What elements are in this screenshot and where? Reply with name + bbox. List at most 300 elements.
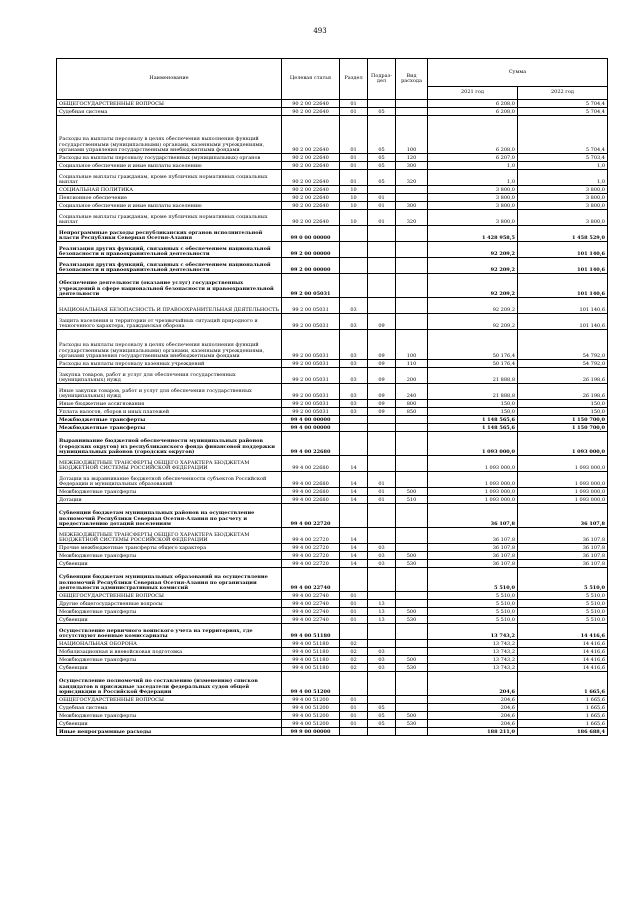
cell-sub: 05 — [368, 720, 396, 728]
cell-sec: 01 — [340, 704, 368, 712]
cell-sub: 01 — [368, 496, 396, 504]
cell-v1: 36 107,8 — [428, 544, 518, 552]
cell-v2: 5 704,4 — [518, 108, 608, 116]
cell-v1: 92 209,2 — [428, 274, 518, 298]
cell-sub: 03 — [368, 656, 396, 664]
cell-code: 99 4 00 22680 — [282, 488, 340, 496]
header-subsection: Подраз- дел — [368, 59, 396, 100]
cell-code: 99 4 00 51180 — [282, 624, 340, 640]
cell-v1: 204,6 — [428, 720, 518, 728]
cell-type — [396, 672, 428, 696]
table-row — [57, 368, 608, 384]
cell-code: 99 4 00 22680 — [282, 432, 340, 456]
cell-v1: 5 510,0 — [428, 608, 518, 616]
cell-v2: 1 150 700,0 — [518, 424, 608, 432]
cell-type — [396, 728, 428, 736]
table-row — [57, 728, 608, 736]
cell-v2: 14 416,6 — [518, 664, 608, 672]
cell-v1: 21 888,8 — [428, 368, 518, 384]
cell-sub: 09 — [368, 384, 396, 400]
cell-v1: 188 211,0 — [428, 728, 518, 736]
budget-table — [56, 58, 608, 736]
cell-sec: 02 — [340, 656, 368, 664]
cell-v1: 5 510,0 — [428, 600, 518, 608]
cell-type — [396, 298, 428, 314]
cell-v2: 36 107,8 — [518, 560, 608, 568]
cell-code: 99 4 00 22740 — [282, 592, 340, 600]
cell-v2: 101 140,6 — [518, 298, 608, 314]
cell-v2: 54 792,0 — [518, 330, 608, 360]
cell-sec: 03 — [340, 360, 368, 368]
cell-v2: 14 416,6 — [518, 648, 608, 656]
cell-code: 99 2 00 05031 — [282, 274, 340, 298]
cell-sub: 05 — [368, 162, 396, 170]
cell-name: Межбюджетные трансферты — [57, 488, 282, 496]
cell-type: 120 — [396, 154, 428, 162]
header-name: Наименование — [57, 59, 282, 100]
cell-sec: 10 — [340, 210, 368, 226]
cell-sec: 14 — [340, 552, 368, 560]
table-row — [57, 528, 608, 544]
table-row — [57, 616, 608, 624]
cell-v1: 150,0 — [428, 408, 518, 416]
cell-sec: 01 — [340, 616, 368, 624]
table-row — [57, 298, 608, 314]
cell-code: 99 2 00 05031 — [282, 368, 340, 384]
cell-type — [396, 186, 428, 194]
cell-v2: 3 800,0 — [518, 186, 608, 194]
cell-v1: 204,6 — [428, 696, 518, 704]
cell-sub: 09 — [368, 400, 396, 408]
cell-code: 99 4 00 22720 — [282, 560, 340, 568]
cell-sub: 05 — [368, 154, 396, 162]
cell-code: 99 4 00 51200 — [282, 704, 340, 712]
cell-v1: 50 176,4 — [428, 330, 518, 360]
cell-sec: 10 — [340, 202, 368, 210]
cell-name: Социальные выплаты гражданам, кроме публичных нормативных социальных выплат — [57, 170, 282, 186]
cell-type: 110 — [396, 360, 428, 368]
cell-sub — [368, 242, 396, 258]
cell-type: 500 — [396, 656, 428, 664]
cell-sub — [368, 624, 396, 640]
cell-sub — [368, 416, 396, 424]
cell-v1: 5 510,0 — [428, 568, 518, 592]
table-row — [57, 704, 608, 712]
cell-v1: 13 743,2 — [428, 624, 518, 640]
cell-name: Защита населения и территории от чрезвычайных ситуаций природного и техногенного характера, гражданская оборона — [57, 314, 282, 330]
cell-sub: 03 — [368, 664, 396, 672]
cell-sub: 01 — [368, 210, 396, 226]
cell-type — [396, 568, 428, 592]
cell-v1: 1,0 — [428, 162, 518, 170]
table-body — [57, 100, 608, 736]
cell-v2: 1 093 000,0 — [518, 496, 608, 504]
cell-code: 99 4 00 22740 — [282, 616, 340, 624]
cell-v2: 101 140,6 — [518, 274, 608, 298]
cell-sub: 01 — [368, 488, 396, 496]
cell-type — [396, 600, 428, 608]
cell-code: 99 4 00 00000 — [282, 424, 340, 432]
table-row — [57, 472, 608, 488]
cell-v1: 6 207,0 — [428, 154, 518, 162]
cell-code: 99 4 00 22680 — [282, 456, 340, 472]
cell-v2: 3 800,0 — [518, 194, 608, 202]
cell-code: 99 4 00 00000 — [282, 416, 340, 424]
cell-sec — [340, 258, 368, 274]
cell-type — [396, 456, 428, 472]
cell-v1: 1,0 — [428, 170, 518, 186]
table-row — [57, 640, 608, 648]
cell-code: 99 4 00 51200 — [282, 696, 340, 704]
cell-sec — [340, 274, 368, 298]
cell-v1: 6 208,0 — [428, 100, 518, 108]
cell-name: Судебная система — [57, 108, 282, 116]
cell-sub — [368, 528, 396, 544]
cell-v1: 3 800,0 — [428, 194, 518, 202]
table-row — [57, 720, 608, 728]
cell-type: 800 — [396, 400, 428, 408]
cell-sec — [340, 242, 368, 258]
cell-name: Субвенции — [57, 560, 282, 568]
cell-v2: 1 665,6 — [518, 712, 608, 720]
cell-sec: 10 — [340, 186, 368, 194]
header-type: Вид расхода — [396, 59, 428, 100]
cell-v2: 5 704,4 — [518, 100, 608, 108]
cell-v1: 3 800,0 — [428, 210, 518, 226]
cell-name: Социальные выплаты гражданам, кроме публичных нормативных социальных выплат — [57, 210, 282, 226]
cell-sub: 09 — [368, 408, 396, 416]
cell-name: Закупка товаров, работ и услуг для обеспечения государственных (муниципальных) нужд — [57, 368, 282, 384]
cell-type — [396, 544, 428, 552]
cell-v2: 3 800,0 — [518, 202, 608, 210]
cell-code: 99 4 00 51180 — [282, 648, 340, 656]
cell-sec: 01 — [340, 100, 368, 108]
cell-sec — [340, 226, 368, 242]
cell-name: Дотации — [57, 496, 282, 504]
cell-sec: 02 — [340, 664, 368, 672]
cell-v2: 14 416,6 — [518, 656, 608, 664]
cell-sub: 05 — [368, 116, 396, 154]
cell-sub: 05 — [368, 108, 396, 116]
cell-sec — [340, 624, 368, 640]
cell-v2: 101 140,6 — [518, 242, 608, 258]
cell-sub: 03 — [368, 552, 396, 560]
cell-sub — [368, 226, 396, 242]
cell-name: Расходы на выплаты персоналу государственных (муниципальных) органов — [57, 154, 282, 162]
cell-sec — [340, 504, 368, 528]
cell-code: 90 2 00 22640 — [282, 210, 340, 226]
table-row — [57, 568, 608, 592]
cell-v2: 101 140,6 — [518, 258, 608, 274]
table-row — [57, 408, 608, 416]
cell-type: 500 — [396, 488, 428, 496]
header-year-2022: 2022 год — [518, 87, 608, 100]
cell-v2: 1 665,6 — [518, 720, 608, 728]
cell-sec: 03 — [340, 330, 368, 360]
cell-v1: 3 800,0 — [428, 186, 518, 194]
cell-sub — [368, 186, 396, 194]
cell-code: 99 2 00 00000 — [282, 258, 340, 274]
cell-sec: 01 — [340, 116, 368, 154]
cell-v2: 36 107,8 — [518, 504, 608, 528]
cell-v2: 14 416,6 — [518, 624, 608, 640]
cell-name: Прочие межбюджетные трансферты общего характера — [57, 544, 282, 552]
cell-name: ОБЩЕГОСУДАРСТВЕННЫЕ ВОПРОСЫ — [57, 592, 282, 600]
cell-name: Непрограммные расходы республиканских органов исполнительной власти Республики Северная Осетия-Алания — [57, 226, 282, 242]
cell-type — [396, 242, 428, 258]
cell-sub: 05 — [368, 704, 396, 712]
cell-code: 90 2 00 22640 — [282, 194, 340, 202]
cell-sec: 14 — [340, 472, 368, 488]
cell-type — [396, 258, 428, 274]
cell-code: 90 2 00 22640 — [282, 100, 340, 108]
cell-v2: 1 093 000,0 — [518, 456, 608, 472]
cell-v2: 1 458 529,0 — [518, 226, 608, 242]
cell-v1: 92 209,2 — [428, 314, 518, 330]
cell-code: 90 2 00 22640 — [282, 116, 340, 154]
cell-type — [396, 424, 428, 432]
table-row — [57, 608, 608, 616]
cell-type: 850 — [396, 408, 428, 416]
cell-name: ОБЩЕГОСУДАРСТВЕННЫЕ ВОПРОСЫ — [57, 100, 282, 108]
cell-sub — [368, 568, 396, 592]
cell-v1: 13 743,2 — [428, 640, 518, 648]
cell-v2: 150,0 — [518, 400, 608, 408]
table-row — [57, 258, 608, 274]
cell-name: Другие общегосударственные вопросы — [57, 600, 282, 608]
cell-sub: 03 — [368, 560, 396, 568]
cell-name: Межбюджетные трансферты — [57, 712, 282, 720]
cell-type — [396, 592, 428, 600]
cell-sec: 14 — [340, 528, 368, 544]
table-row — [57, 712, 608, 720]
cell-sub — [368, 432, 396, 456]
table-row — [57, 624, 608, 640]
cell-v2: 26 198,6 — [518, 384, 608, 400]
cell-sec: 02 — [340, 640, 368, 648]
cell-v2: 36 107,8 — [518, 552, 608, 560]
cell-sec — [340, 672, 368, 696]
table-row — [57, 664, 608, 672]
table-row — [57, 194, 608, 202]
table-row — [57, 456, 608, 472]
cell-sub: 09 — [368, 360, 396, 368]
table-row — [57, 560, 608, 568]
cell-type — [396, 416, 428, 424]
cell-code: 99 4 00 22720 — [282, 544, 340, 552]
cell-name: Расходы на выплаты персоналу в целях обеспечения выполнения функций государственными (муниципальными) органами, казенными учреждениями, органами управления государственными внебюджетными фондами — [57, 330, 282, 360]
cell-code: 99 2 00 00000 — [282, 242, 340, 258]
cell-name: Судебная система — [57, 704, 282, 712]
table-row — [57, 242, 608, 258]
cell-name: Межбюджетные трансферты — [57, 656, 282, 664]
cell-type — [396, 696, 428, 704]
cell-type: 320 — [396, 170, 428, 186]
cell-v2: 5 704,4 — [518, 116, 608, 154]
cell-code: 99 4 00 22720 — [282, 528, 340, 544]
cell-name: Субвенции — [57, 720, 282, 728]
cell-sub — [368, 592, 396, 600]
cell-code: 99 2 00 05031 — [282, 408, 340, 416]
cell-v1: 92 209,2 — [428, 298, 518, 314]
cell-v2: 5 510,0 — [518, 616, 608, 624]
cell-name: Выравнивание бюджетной обеспеченности муниципальных районов (городских округов) из республиканского фонда финансовой поддержки муниципальных районов (городских округов) — [57, 432, 282, 456]
cell-sec: 14 — [340, 560, 368, 568]
cell-name: Реализация других функций, связанных с обеспечением национальной безопасности и правоохранительной деятельности — [57, 258, 282, 274]
cell-v2: 1 665,6 — [518, 672, 608, 696]
cell-sec: 03 — [340, 368, 368, 384]
cell-v2: 5 510,0 — [518, 568, 608, 592]
cell-name: Обеспечение деятельности (оказание услуг) государственных учреждений в сфере национальной безопасности и правоохранительной деятельности — [57, 274, 282, 298]
cell-sec: 14 — [340, 544, 368, 552]
cell-type — [396, 648, 428, 656]
table-row — [57, 672, 608, 696]
cell-code: 99 4 00 22740 — [282, 600, 340, 608]
cell-type: 510 — [396, 496, 428, 504]
cell-type — [396, 640, 428, 648]
cell-sec: 01 — [340, 162, 368, 170]
cell-name: МЕЖБЮДЖЕТНЫЕ ТРАНСФЕРТЫ ОБЩЕГО ХАРАКТЕРА БЮДЖЕТАМ БЮДЖЕТНОЙ СИСТЕМЫ РОССИЙСКОЙ ФЕДЕРАЦИИ — [57, 456, 282, 472]
cell-v1: 50 176,4 — [428, 360, 518, 368]
cell-v1: 5 510,0 — [428, 592, 518, 600]
cell-v2: 5 510,0 — [518, 592, 608, 600]
cell-sub: 01 — [368, 202, 396, 210]
cell-sec: 01 — [340, 170, 368, 186]
cell-name: Расходы на выплаты персоналу казенных учреждений — [57, 360, 282, 368]
cell-name: Межбюджетные трансферты — [57, 552, 282, 560]
table-row — [57, 432, 608, 456]
cell-type — [396, 226, 428, 242]
cell-type — [396, 194, 428, 202]
cell-code: 99 4 00 22740 — [282, 568, 340, 592]
cell-sec: 01 — [340, 720, 368, 728]
cell-v1: 1 428 958,5 — [428, 226, 518, 242]
cell-v2: 1 665,6 — [518, 704, 608, 712]
cell-name: Иные непрограммные расходы — [57, 728, 282, 736]
cell-type: 530 — [396, 664, 428, 672]
table-row — [57, 274, 608, 298]
cell-v2: 1 093 000,0 — [518, 472, 608, 488]
cell-sec: 02 — [340, 648, 368, 656]
table-row — [57, 100, 608, 108]
cell-v1: 92 209,2 — [428, 242, 518, 258]
table-row — [57, 696, 608, 704]
cell-sub — [368, 100, 396, 108]
cell-sub — [368, 456, 396, 472]
cell-sec: 14 — [340, 456, 368, 472]
cell-sub: 09 — [368, 330, 396, 360]
cell-sub — [368, 696, 396, 704]
table-row — [57, 496, 608, 504]
table-row — [57, 154, 608, 162]
cell-v1: 1 093 000,0 — [428, 496, 518, 504]
cell-type — [396, 704, 428, 712]
cell-sec: 03 — [340, 400, 368, 408]
cell-type — [396, 274, 428, 298]
table-row — [57, 552, 608, 560]
cell-v2: 150,0 — [518, 408, 608, 416]
table-row — [57, 108, 608, 116]
table-row — [57, 592, 608, 600]
cell-name: Межбюджетные трансферты — [57, 424, 282, 432]
table-row — [57, 416, 608, 424]
cell-sec: 01 — [340, 154, 368, 162]
cell-v2: 1 665,6 — [518, 696, 608, 704]
cell-sec: 14 — [340, 496, 368, 504]
cell-name: Социальное обеспечение и иные выплаты населению — [57, 162, 282, 170]
cell-v1: 204,6 — [428, 672, 518, 696]
cell-code: 99 2 00 05031 — [282, 360, 340, 368]
cell-sub: 01 — [368, 194, 396, 202]
cell-code: 99 4 00 22720 — [282, 504, 340, 528]
cell-name: Субвенции бюджетам муниципальных образований на осуществление полномочий Республики Северная Осетия-Алания по организации деятельности административных комиссий — [57, 568, 282, 592]
cell-v2: 101 140,6 — [518, 314, 608, 330]
cell-type — [396, 472, 428, 488]
cell-sub — [368, 728, 396, 736]
cell-type: 100 — [396, 330, 428, 360]
cell-code: 90 2 00 22640 — [282, 108, 340, 116]
cell-v2: 1 093 000,0 — [518, 488, 608, 496]
cell-code: 90 2 00 22640 — [282, 170, 340, 186]
cell-v2: 5 510,0 — [518, 608, 608, 616]
cell-code: 99 4 00 51180 — [282, 640, 340, 648]
cell-v1: 6 208,0 — [428, 116, 518, 154]
cell-sec — [340, 568, 368, 592]
cell-sub: 03 — [368, 544, 396, 552]
cell-type: 300 — [396, 162, 428, 170]
cell-sub: 05 — [368, 712, 396, 720]
table-row — [57, 186, 608, 194]
header-sum: Сумма — [428, 59, 608, 87]
cell-type — [396, 100, 428, 108]
cell-v2: 3 800,0 — [518, 210, 608, 226]
cell-name: Мобилизационная и вневойсковая подготовка — [57, 648, 282, 656]
cell-v1: 13 743,2 — [428, 664, 518, 672]
cell-code: 90 2 00 22640 — [282, 162, 340, 170]
cell-sec — [340, 432, 368, 456]
cell-sec: 14 — [340, 488, 368, 496]
cell-v1: 204,6 — [428, 704, 518, 712]
cell-sub — [368, 258, 396, 274]
table-row — [57, 400, 608, 408]
cell-name: НАЦИОНАЛЬНАЯ БЕЗОПАСНОСТЬ И ПРАВООХРАНИТЕЛЬНАЯ ДЕЯТЕЛЬНОСТЬ — [57, 298, 282, 314]
cell-name: Иные закупки товаров, работ и услуг для обеспечения государственных (муниципальных) нужд — [57, 384, 282, 400]
cell-type: 320 — [396, 210, 428, 226]
table-row — [57, 330, 608, 360]
cell-sub: 03 — [368, 648, 396, 656]
cell-v1: 13 743,2 — [428, 656, 518, 664]
cell-name: Пенсионное обеспечение — [57, 194, 282, 202]
cell-name: Субвенции бюджетам муниципальных районов на осуществление полномочий Республики Северная Осетия-Алания по расчету и предоставлению дотаций поселениям — [57, 504, 282, 528]
cell-v2: 54 792,0 — [518, 360, 608, 368]
cell-sec: 03 — [340, 298, 368, 314]
cell-type: 100 — [396, 116, 428, 154]
cell-name: Уплата налогов, сборов и иных платежей — [57, 408, 282, 416]
cell-v1: 36 107,8 — [428, 504, 518, 528]
cell-name: Субвенции — [57, 616, 282, 624]
cell-code: 99 9 00 00000 — [282, 728, 340, 736]
cell-name: Реализация других функций, связанных с обеспечением национальной безопасности и правоохранительной деятельности — [57, 242, 282, 258]
table-row — [57, 226, 608, 242]
cell-v1: 1 093 000,0 — [428, 432, 518, 456]
cell-code: 99 4 00 51180 — [282, 664, 340, 672]
cell-type — [396, 108, 428, 116]
cell-type: 530 — [396, 616, 428, 624]
cell-code: 99 2 00 05031 — [282, 330, 340, 360]
cell-code: 90 2 00 22640 — [282, 154, 340, 162]
cell-sec: 03 — [340, 314, 368, 330]
cell-v1: 1 093 000,0 — [428, 456, 518, 472]
